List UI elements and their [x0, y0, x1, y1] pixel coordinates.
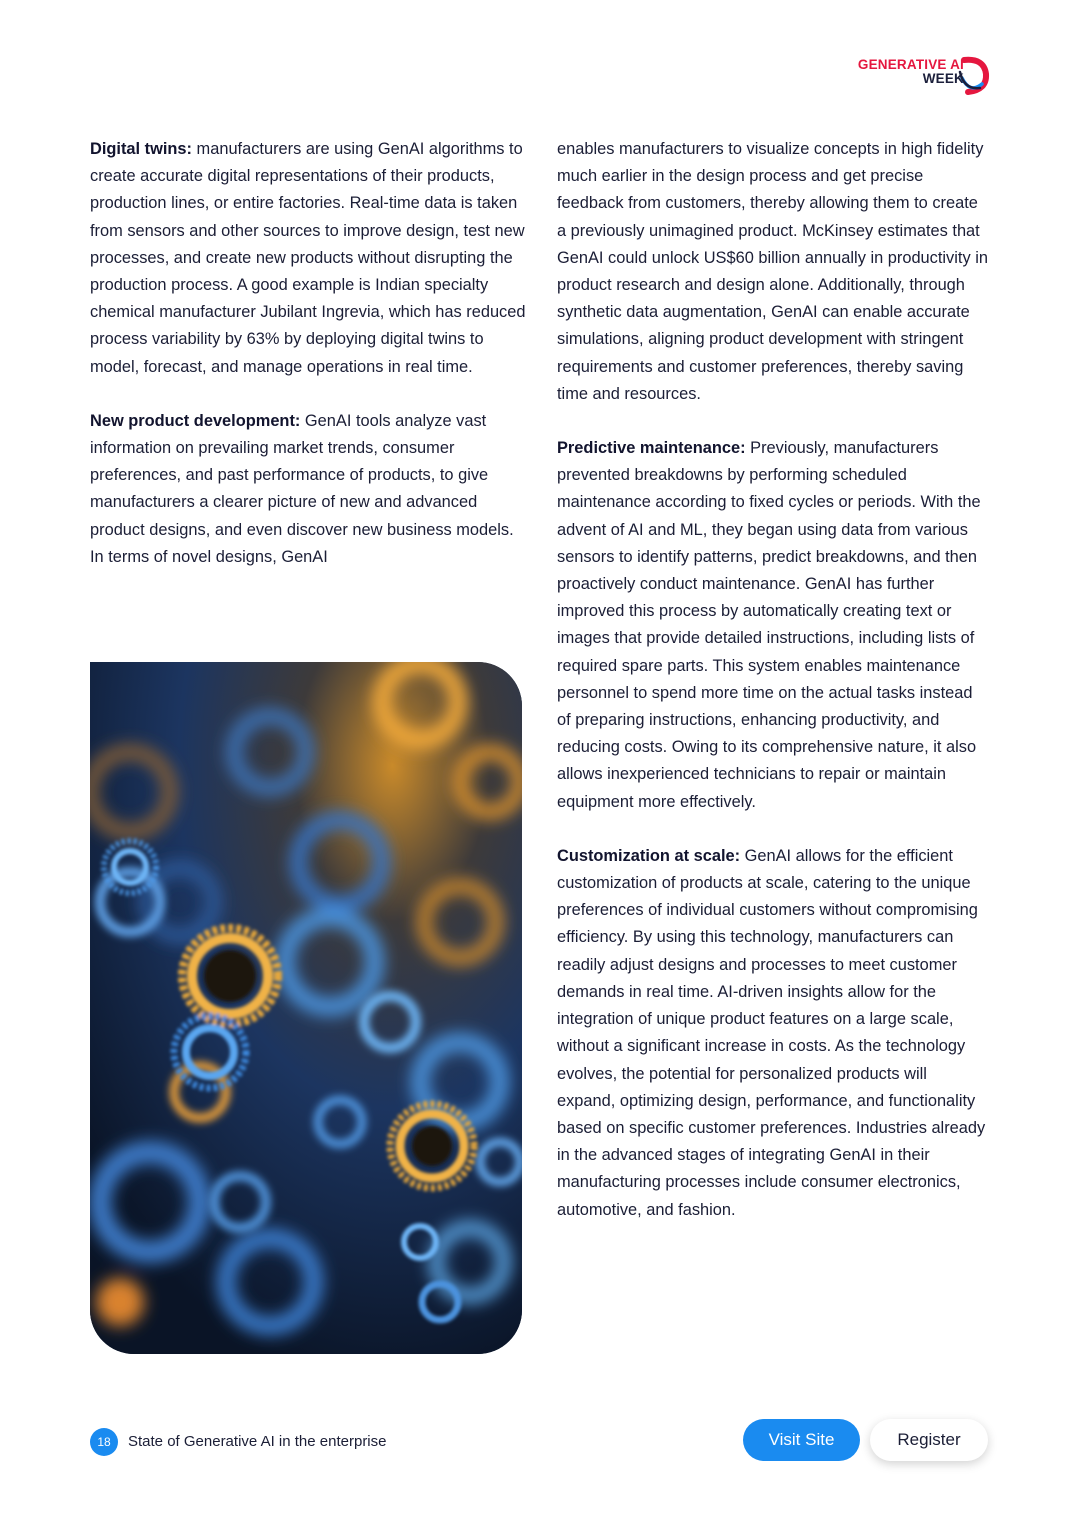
heading-new-product-development: New product development:: [90, 411, 301, 430]
visit-site-button[interactable]: Visit Site: [743, 1419, 860, 1461]
heading-predictive-maintenance: Predictive maintenance:: [557, 439, 746, 458]
heading-customization-at-scale: Customization at scale:: [557, 846, 741, 865]
heading-digital-twins: Digital twins:: [90, 140, 192, 158]
paragraph-design-continued: [557, 136, 989, 408]
right-column: [557, 136, 989, 1251]
text-new-product-development: GenAI tools analyze vast information on prevailing market trends, consumer preferences, and past performance of products, to give manufacturers a clearer picture of new and advanced product designs, and even discover new business models. In terms of novel designs, GenAI: [90, 411, 514, 566]
register-button[interactable]: Register: [870, 1419, 988, 1461]
text-customization-at-scale: GenAI allows for the efficient customization of products at scale, catering to the unique preferences of individual customers without compromising efficiency. By using this technology, manufacturers can readily adjust designs and processes to meet customer demands in real time. AI-driven insights allow for the integration of unique product features on a large scale, without a significant increase in costs. As the technology evolves, the potential for personalized products will expand, optimizing design, performance, and functionality based on specific customer preferences. Industries already in the advanced stages of integrating GenAI in their manufacturing processes include consumer electronics, automotive, and fashion.: [557, 846, 986, 1219]
gears-photo: [90, 662, 522, 1354]
brand-logo-text: [858, 58, 964, 86]
document-title: State of Generative AI in the enterprise: [128, 1433, 387, 1450]
logo-line-week: WEEK: [922, 71, 964, 86]
text-design-continued: enables manufacturers to visualize concepts in high fidelity much earlier in the design process and get precise feedback from customers, thereby allowing them to create a previously unimagined product. McKinsey estimates that GenAI could unlock US$60 billion annually in productivity in product research and design alone. Additionally, through synthetic data augmentation, GenAI can enable accurate simulations, aligning product development with stringent requirements and customer preferences, thereby saving time and resources.: [557, 140, 988, 403]
paragraph-customization-at-scale: [557, 843, 989, 1224]
text-digital-twins: manufacturers are using GenAI algorithms to create accurate digital representations of their products, production lines, or entire factories. Real-time data is taken from sensors and other sources to improve design, test new processes, and create new products without disrupting the production process. A good example is Indian specialty chemical manufacturer Jubilant Ingrevia, which has reduced process variability by 63% by deploying digital twins to model, forecast, and manage operations in real time.: [90, 140, 526, 376]
brand-swirl-icon: [958, 54, 992, 96]
brand-logo: [836, 54, 992, 96]
page-number-badge: 18: [90, 1428, 118, 1456]
text-predictive-maintenance: Previously, manufacturers prevented breakdowns by performing scheduled maintenance according to fixed cycles or periods. With the advent of AI and ML, they began using data from various sensors to identify patterns, predict breakdowns, and then proactively conduct maintenance. GenAI has further improved this process by automatically creating text or images that provide detailed instructions, including lists of required spare parts. This system enables maintenance personnel to spend more time on the actual tasks instead of preparing instructions, enhancing productivity, and reducing costs. Owing to its comprehensive nature, it also allows inexperienced technicians to repair or maintain equipment more effectively.: [557, 439, 981, 811]
paragraph-digital-twins: [90, 136, 526, 381]
logo-line-generative-ai: GENERATIVE AI: [857, 57, 964, 72]
paragraph-new-product-development: [90, 408, 526, 571]
left-column: [90, 136, 526, 598]
paragraph-predictive-maintenance: [557, 435, 989, 816]
gears-illustration: [90, 662, 522, 1354]
